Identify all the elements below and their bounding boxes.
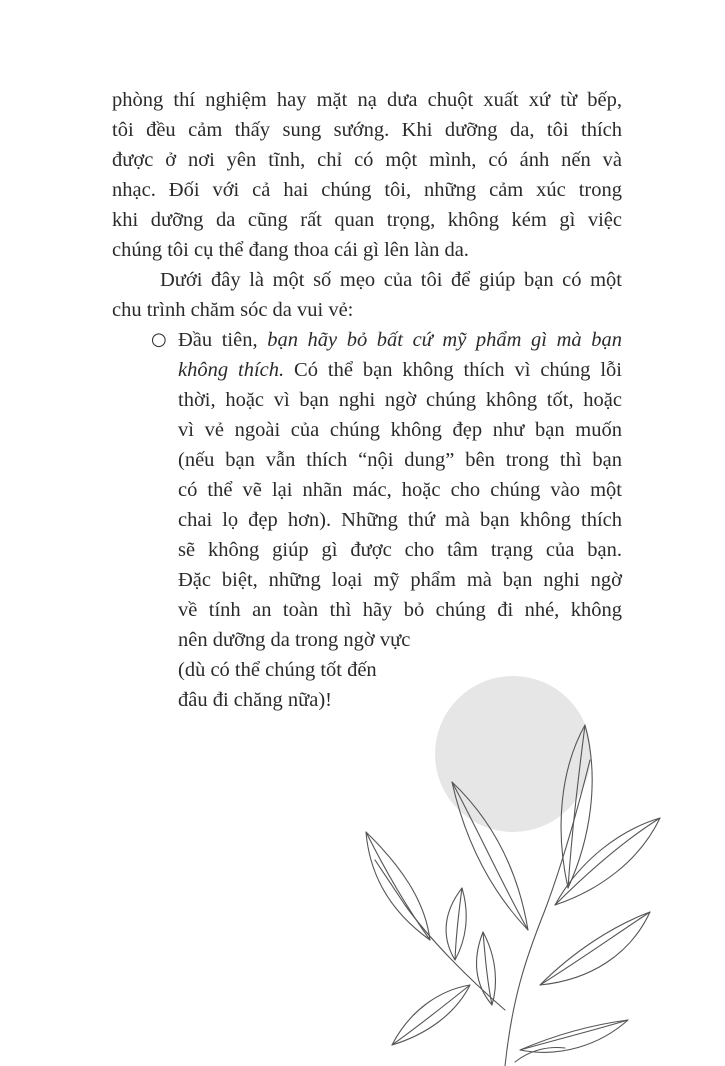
list-item-line-12: (dù có thể chúng tốt đến	[178, 659, 377, 681]
list-bullet-icon: ○	[151, 329, 167, 350]
list-item-line-6: có thể vẽ lại nhãn mác, hoặc cho chúng vào một	[178, 479, 622, 501]
list-item-line-7: chai lọ đẹp hơn). Những thứ mà bạn không thích	[178, 509, 622, 531]
list-item-intro: Đầu tiên,	[178, 329, 268, 351]
list-item-line-10: về tính an toàn thì hãy bỏ chúng đi nhé, không	[178, 599, 622, 621]
paragraph1-line-6: chúng tôi cụ thể đang thoa cái gì lên làn da.	[112, 239, 469, 261]
list-item-text: Có thể bạn không thích vì chúng lỗi	[284, 359, 622, 381]
paragraph2-line-1: Dưới đây là một số mẹo của tôi để giúp bạn có một	[160, 269, 622, 291]
paragraph1-line-1: phòng thí nghiệm hay mặt nạ dưa chuột xuất xứ từ bếp,	[112, 89, 622, 111]
list-item-line-1	[178, 325, 622, 355]
list-item-line-9: Đặc biệt, những loại mỹ phẩm mà bạn nghi ngờ	[178, 569, 622, 591]
list-item-line-5: (nếu bạn vẫn thích “nội dung” bên trong thì bạn	[178, 449, 622, 471]
paragraph2-line-2: chu trình chăm sóc da vui vẻ:	[112, 299, 354, 321]
paragraph1-line-3: được ở nơi yên tĩnh, chỉ có một mình, có ánh nến và	[112, 149, 622, 171]
paragraph1-line-2: tôi đều cảm thấy sung sướng. Khi dưỡng da, tôi thích	[112, 119, 622, 141]
list-item-emphasis-1: bạn hãy bỏ bất cứ mỹ phẩm gì mà bạn	[267, 329, 622, 351]
list-item-line-11: nên dưỡng da trong ngờ vực	[178, 629, 411, 651]
list-item-emphasis-2: không thích.	[178, 359, 285, 381]
list-item-line-4: vì vẻ ngoài của chúng không đẹp như bạn muốn	[178, 419, 622, 441]
list-item-line-3: thời, hoặc vì bạn nghi ngờ chúng không tốt, hoặc	[178, 389, 622, 411]
paragraph1-line-4: nhạc. Đối với cả hai chúng tôi, những cảm xúc trong	[112, 179, 622, 201]
paragraph1-line-5: khi dưỡng da cũng rất quan trọng, không kém gì việc	[112, 209, 622, 231]
list-item-line-13: đâu đi chăng nữa)!	[178, 689, 332, 711]
list-item-line-8: sẽ không giúp gì được cho tâm trạng của bạn.	[178, 539, 622, 561]
list-item-line-2	[178, 355, 622, 385]
